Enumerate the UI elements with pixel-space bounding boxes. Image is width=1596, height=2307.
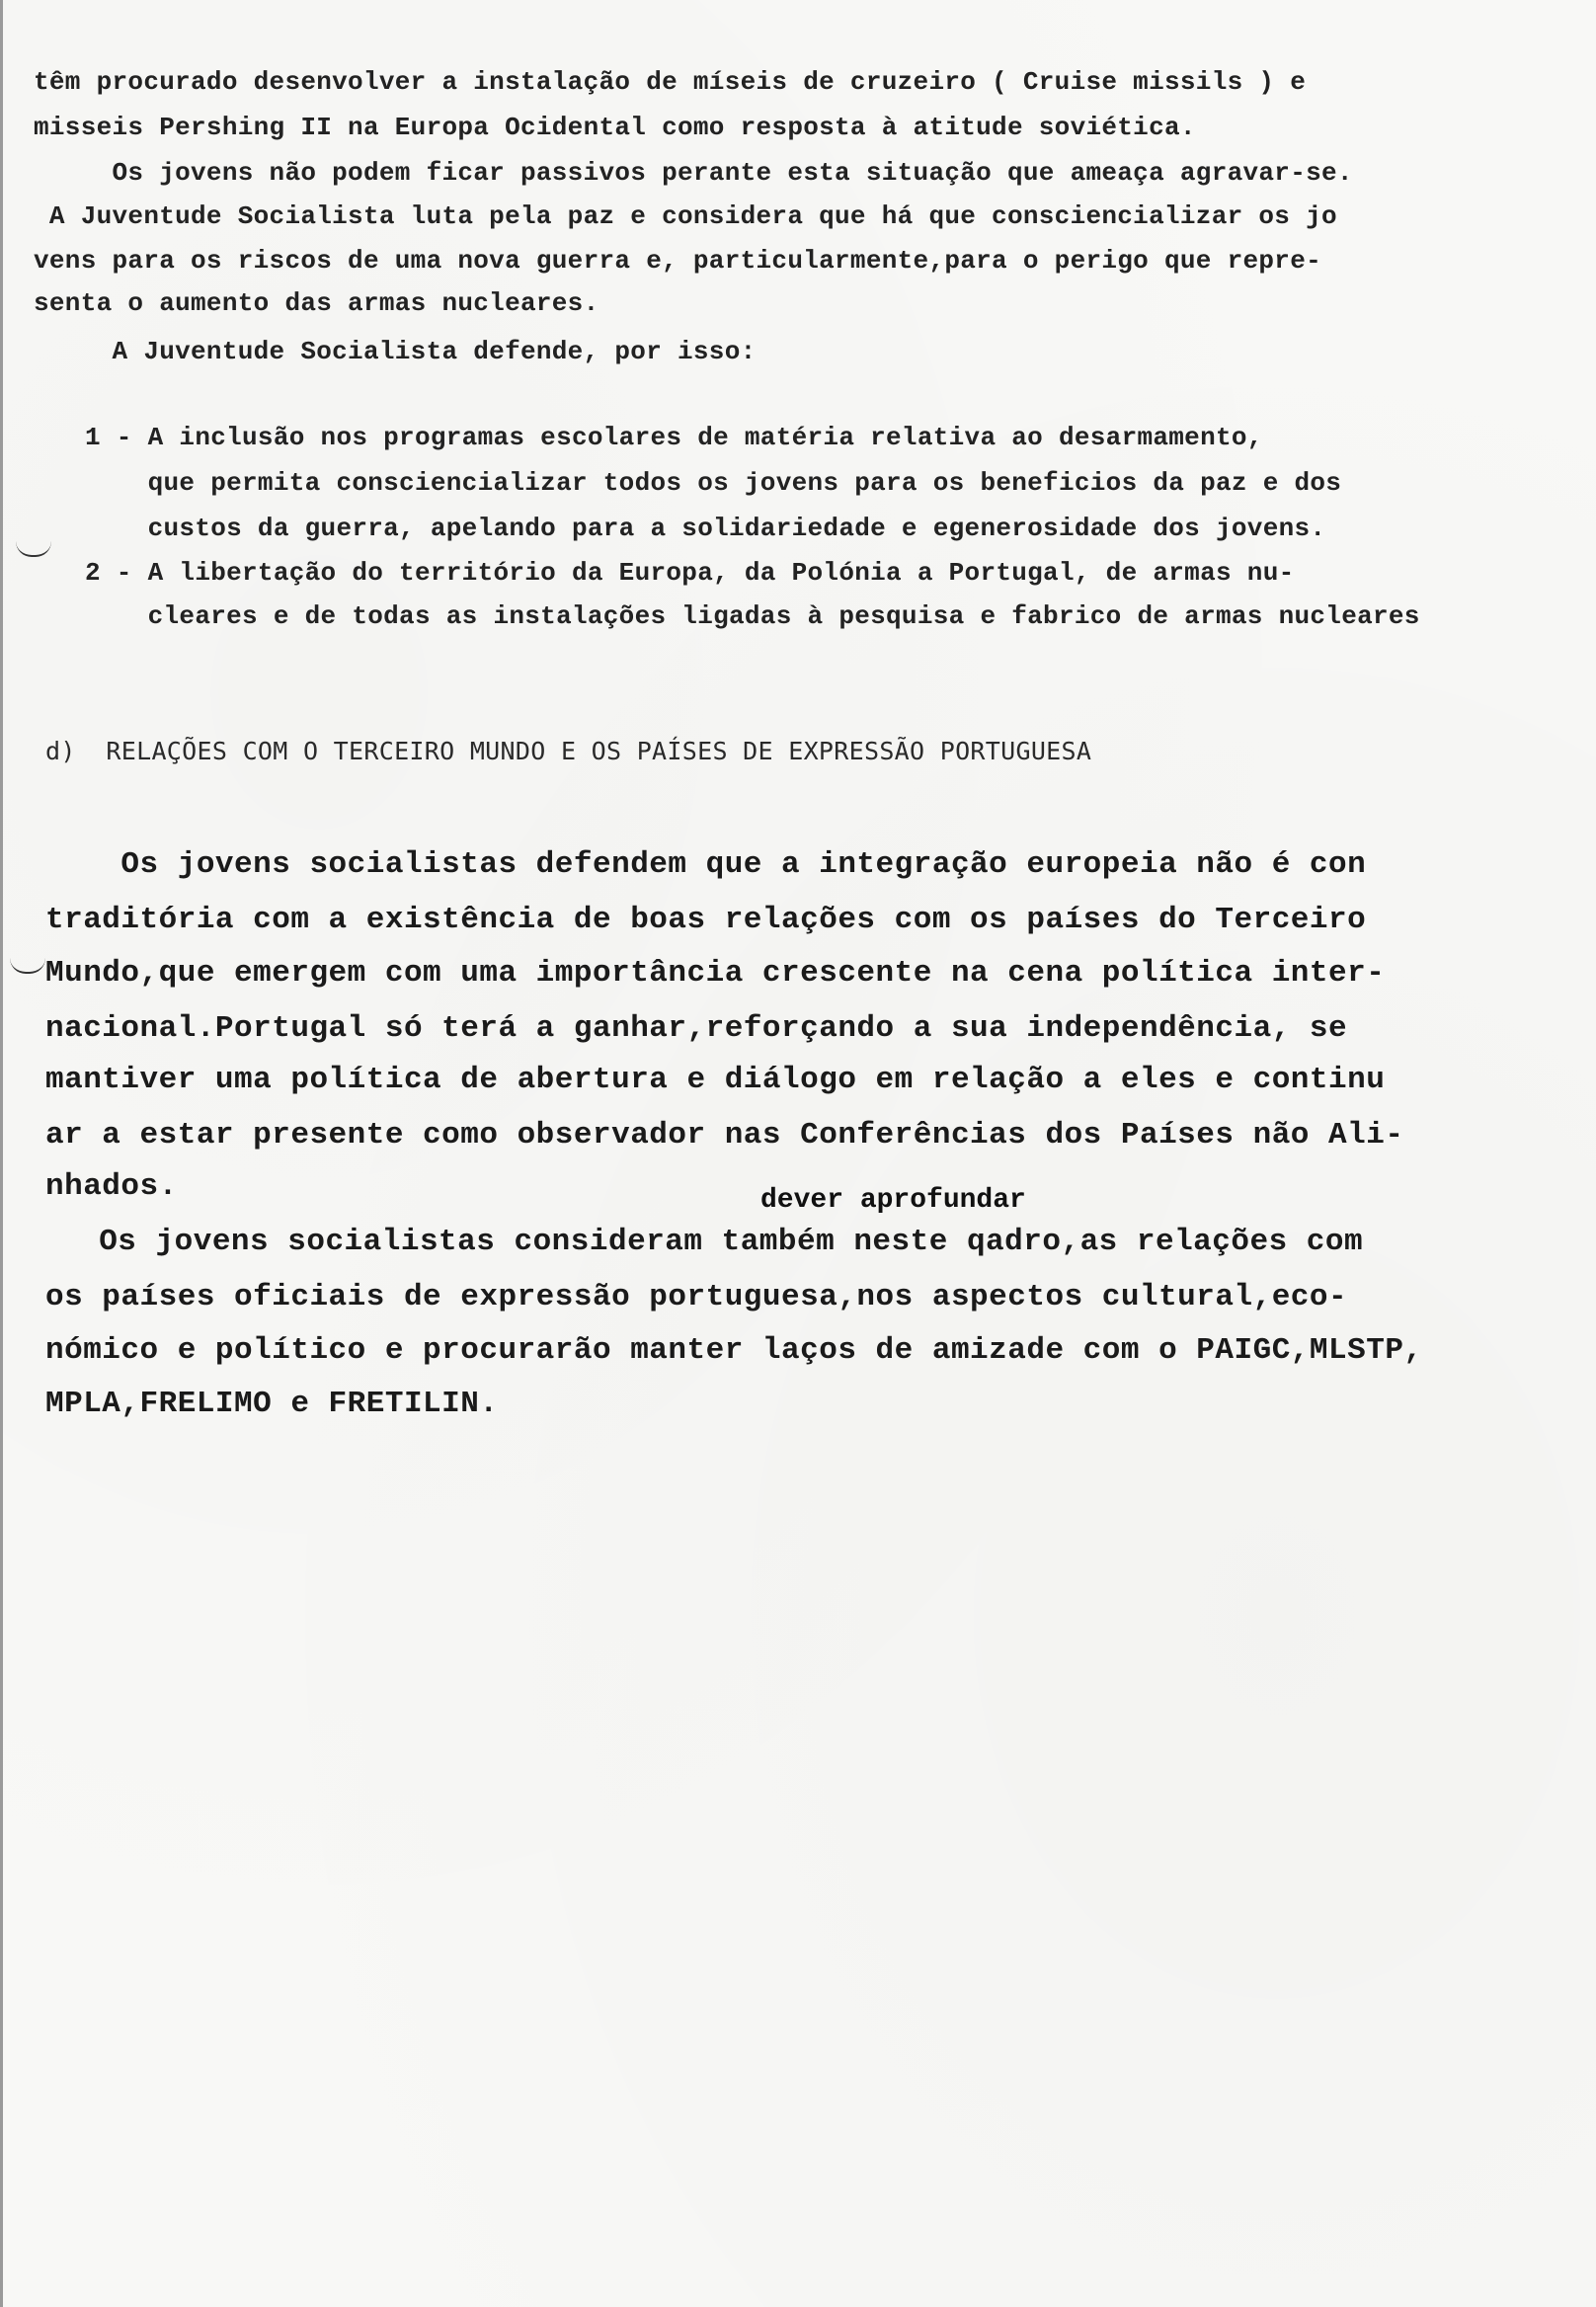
paragraph-line: nhados. — [45, 1169, 178, 1204]
body-line: senta o aumento das armas nucleares. — [34, 288, 599, 318]
paragraph-line: mantiver uma política de abertura e diálogo em relação a eles e continu — [45, 1063, 1386, 1097]
body-line: misseis Pershing II na Europa Ocidental como resposta à atitude soviética. — [34, 113, 1196, 142]
list-item: 2 - A libertação do território da Europa, da Polónia a Portugal, de armas nu- — [85, 558, 1295, 588]
list-item: 1 - A inclusão nos programas escolares de matéria relativa ao desarmamento, — [85, 423, 1263, 452]
paragraph-line: ar a estar presente como observador nas Conferências dos Países não Ali- — [45, 1118, 1404, 1153]
paragraph-line: nacional.Portugal só terá a ganhar,reforçando a sua independência, se — [45, 1011, 1348, 1046]
body-line: Os jovens não podem ficar passivos perante esta situação que ameaça agravar-se. — [34, 158, 1353, 188]
list-item: que permita consciencializar todos os jovens para os beneficios da paz e dos — [85, 468, 1342, 498]
paragraph-line: os países oficiais de expressão portuguesa,nos aspectos cultural,eco- — [45, 1280, 1348, 1314]
list-item: custos da guerra, apelando para a solidariedade e egenerosidade dos jovens. — [85, 514, 1326, 543]
paragraph-line: Mundo,que emergem com uma importância crescente na cena política inter- — [45, 956, 1386, 991]
paragraph-line: traditória com a existência de boas relações com os países do Terceiro — [45, 903, 1367, 937]
margin-mark — [16, 541, 51, 557]
margin-mark — [10, 958, 45, 974]
section-heading: d) RELAÇÕES COM O TERCEIRO MUNDO E OS PAÍSES DE EXPRESSÃO PORTUGUESA — [45, 737, 1092, 765]
body-line: vens para os riscos de uma nova guerra e, particularmente,para o perigo que repre- — [34, 246, 1322, 276]
body-line: A Juventude Socialista defende, por isso: — [34, 337, 757, 366]
list-item: cleares e de todas as instalações ligadas à pesquisa e fabrico de armas nucleares — [85, 601, 1420, 631]
body-line: A Juventude Socialista luta pela paz e considera que há que consciencializar os jo — [34, 201, 1337, 231]
paragraph-line: Os jovens socialistas consideram também neste qadro,as relações com — [61, 1225, 1364, 1259]
body-line: têm procurado desenvolver a instalação de míseis de cruzeiro ( Cruise missils ) e — [34, 67, 1307, 97]
paragraph-line: nómico e político e procurarão manter laços de amizade com o PAIGC,MLSTP, — [45, 1333, 1423, 1368]
paragraph-line: MPLA,FRELIMO e FRETILIN. — [45, 1387, 499, 1421]
page-left-edge — [0, 0, 3, 2307]
paragraph-line: Os jovens socialistas defendem que a integração europeia não é con — [45, 847, 1367, 882]
inserted-text: dever aprofundar — [760, 1185, 1026, 1216]
